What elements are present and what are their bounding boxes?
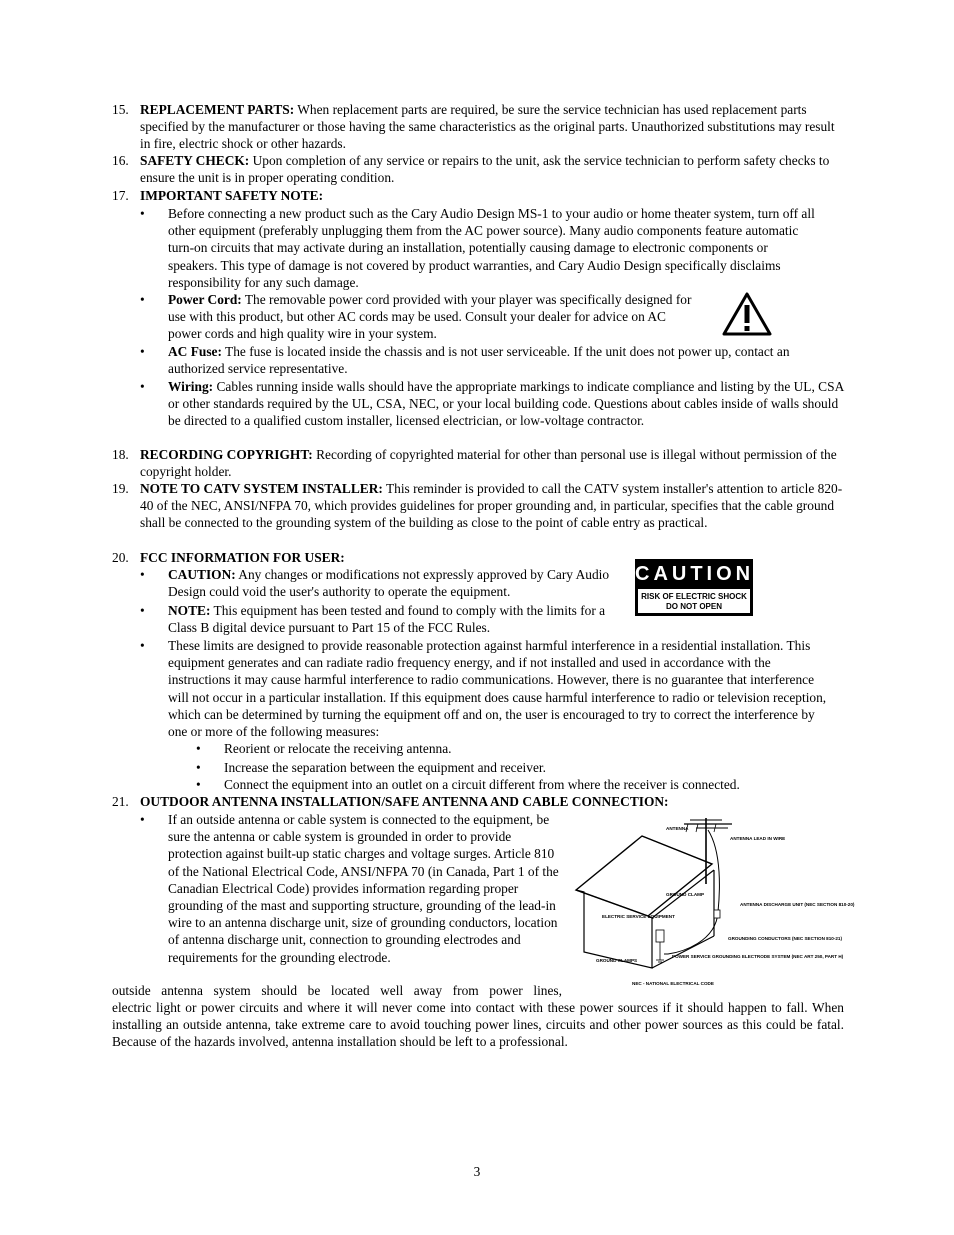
item-number: 21. bbox=[112, 794, 129, 809]
list-item bbox=[140, 378, 844, 430]
bullet-icon: • bbox=[196, 777, 201, 792]
paragraph: electric light or power circuits and where it will never come into contact with these power sources if it should happen to fall. When installing an outside antenna, take extreme care to avoid touching power lines, circuits and other power sources as this could be fatal. Because of the hazards involved, antenna installation should be left to a professional. bbox=[112, 1000, 844, 1050]
label-service-equipment: ELECTRIC SERVICE EQUIPMENT bbox=[602, 914, 675, 919]
item-text: If an outside antenna or cable system is connected to the equipment, be sure the antenna or cable system is grounded in order to provide protection against built-up static charges and voltage surges. Article 810 of the National Electrical Code, ANSI/NFPA 70 (in Canada, Part 1 of the Canadian Electrical Code) provides information regarding proper grounding of the mast and supporting structure, grounding of the lead-in wire to an antenna discharge unit, size of grounding conductors, location of antenna discharge unit, connection to grounding electrodes and requirements for the grounding electrode. bbox=[168, 812, 559, 965]
sub-list-item bbox=[196, 776, 846, 793]
list-item bbox=[140, 566, 630, 600]
item-number: 19. bbox=[112, 481, 129, 496]
caution-line-1: RISK OF ELECTRIC SHOCK bbox=[641, 592, 747, 601]
page-number: 3 bbox=[473, 1164, 481, 1179]
item-text: Connect the equipment into an outlet on a circuit different from where the receiver is connected. bbox=[224, 777, 740, 792]
item-title: CAUTION: bbox=[168, 567, 236, 582]
item-text: Cables running inside walls should have the appropriate markings to indicate compliance and listing by the UL, CSA or other standards required by the UL, CSA, NEC, or your local building code. Questions about cables inside of walls should be directed to a qualified custom installer, licensed electrician, or low-voltage contractor. bbox=[168, 379, 844, 429]
item-text: This reminder is provided to call the CATV system installer's attention to article 820-40 of the NEC, ANSI/NFPA 70, which provides guidelines for proper grounding and, in particular, specifies that the cable ground shall be connected to the grounding system of the building as close to the point of cable entry as practical. bbox=[140, 481, 843, 531]
item-18 bbox=[112, 446, 844, 480]
item-title: NOTE: bbox=[168, 603, 211, 618]
item-text: Upon completion of any service or repairs to the unit, ask the service technician to perform safety checks to ensure the unit is in proper operating condition. bbox=[140, 153, 830, 186]
item-text: The removable power cord provided with your player was specifically designed for use with this product, but other AC cords may be used. Consult your dealer for advice on AC power cords and high quality wire in your system. bbox=[168, 292, 692, 342]
list-item bbox=[140, 205, 816, 291]
list-item bbox=[140, 291, 700, 343]
bullet-icon: • bbox=[196, 741, 201, 756]
label-ground-clamps: GROUND CLAMPS bbox=[596, 958, 638, 963]
item-number: 18. bbox=[112, 447, 129, 462]
item-text: Recording of copyrighted material for other than personal use is illegal without permission of the copyright holder. bbox=[140, 447, 837, 480]
item-text: Increase the separation between the equipment and receiver. bbox=[224, 760, 546, 775]
label-lead-in: ANTENNA LEAD IN WIRE bbox=[730, 836, 786, 841]
item-title: FCC INFORMATION FOR USER: bbox=[140, 550, 345, 565]
list-item bbox=[140, 343, 844, 377]
bullet-icon: • bbox=[140, 292, 145, 307]
item-title: OUTDOOR ANTENNA INSTALLATION/SAFE ANTENNA AND CABLE CONNECTION: bbox=[140, 794, 669, 809]
label-ground-clamp: GROUND CLAMP bbox=[666, 892, 705, 897]
item-text: The fuse is located inside the chassis and is not user serviceable. If the unit does not power up, contact an authorized service representative. bbox=[168, 344, 790, 377]
item-15 bbox=[112, 101, 844, 153]
bullet-icon: • bbox=[140, 812, 145, 827]
bullet-icon: • bbox=[140, 344, 145, 359]
item-text: When replacement parts are required, be sure the service technician has used replacement parts specified by the manufacturer or those having the same characteristics as the original parts. Unauthorized substitutions may result in fire, electric shock or other hazards. bbox=[140, 102, 835, 152]
caution-sign bbox=[635, 559, 753, 616]
bullet-icon: • bbox=[140, 379, 145, 394]
item-number: 16. bbox=[112, 153, 129, 168]
item-title: IMPORTANT SAFETY NOTE: bbox=[140, 188, 324, 203]
bullet-icon: • bbox=[140, 206, 145, 221]
item-title: NOTE TO CATV SYSTEM INSTALLER: bbox=[140, 481, 383, 496]
item-title: REPLACEMENT PARTS: bbox=[140, 102, 295, 117]
item-17 bbox=[112, 187, 844, 204]
item-title: SAFETY CHECK: bbox=[140, 153, 250, 168]
item-number: 20. bbox=[112, 550, 129, 565]
item-text: These limits are designed to provide reasonable protection against harmful interference in a residential installation. This equipment generates and can radiate radio frequency energy, and if not installed and used in accordance with the instructions it may cause harmful interference to radio communications. However, there is no guarantee that interference will not occur in a particular installation. If this equipment does cause harmful interference to radio or television reception, which can be determined by turning the equipment off and on, the user is encouraged to try to correct the interference by one or more of the following measures: bbox=[168, 638, 827, 740]
label-nec: NEC - NATIONAL ELECTRICAL CODE bbox=[632, 981, 714, 986]
label-power-service: POWER SERVICE GROUNDING ELECTRODE SYSTEM (NEC ART 250, PART H) bbox=[672, 954, 844, 959]
item-number: 17. bbox=[112, 188, 129, 203]
sub-list-item bbox=[196, 759, 846, 776]
item-title: Wiring: bbox=[168, 379, 214, 394]
bullet-icon: • bbox=[196, 760, 201, 775]
item-21 bbox=[112, 793, 844, 810]
caution-line-2: DO NOT OPEN bbox=[665, 602, 722, 611]
item-title: AC Fuse: bbox=[168, 344, 222, 359]
item-text: Before connecting a new product such as the Cary Audio Design MS-1 to your audio or home theater system, turn off all other equipment (preferably unplugging them from the AC power source). Many audio components feature automatic turn-on circuits that may activate during an installation, potentially causing damage to electronic components or speakers. This type of damage is not covered by product warranties, and Cary Audio Design specifically disclaims responsibility for any such damage. bbox=[168, 206, 815, 290]
list-item bbox=[140, 637, 830, 740]
caution-title: CAUTION bbox=[635, 563, 755, 585]
item-title: RECORDING COPYRIGHT: bbox=[140, 447, 313, 462]
warning-triangle-icon bbox=[722, 292, 772, 336]
bullet-icon: • bbox=[140, 638, 145, 653]
list-item bbox=[140, 602, 630, 636]
label-discharge-unit: ANTENNA DISCHARGE UNIT (NEC SECTION 810-20) bbox=[740, 902, 855, 907]
antenna-grounding-diagram bbox=[572, 812, 855, 988]
item-text: Any changes or modifications not expressly approved by Cary Audio Design could void the user's authority to operate the equipment. bbox=[168, 567, 610, 600]
item-19 bbox=[112, 480, 844, 532]
sub-list-item bbox=[196, 740, 846, 757]
bullet-icon: • bbox=[140, 567, 145, 582]
label-grounding-conductors: GROUNDING CONDUCTORS (NEC SECTION 810-21) bbox=[728, 936, 843, 941]
bullet-icon: • bbox=[140, 603, 145, 618]
item-text: This equipment has been tested and found to comply with the limits for a Class B digital device pursuant to Part 15 of the FCC Rules. bbox=[168, 603, 606, 636]
label-antenna: ANTENNA bbox=[666, 826, 689, 831]
item-title: Power Cord: bbox=[168, 292, 242, 307]
item-text: Reorient or relocate the receiving antenna. bbox=[224, 741, 452, 756]
list-item bbox=[140, 811, 564, 966]
item-16 bbox=[112, 152, 844, 186]
paragraph-line: outside antenna system should be located well away from power lines, bbox=[112, 983, 562, 998]
item-number: 15. bbox=[112, 102, 129, 117]
